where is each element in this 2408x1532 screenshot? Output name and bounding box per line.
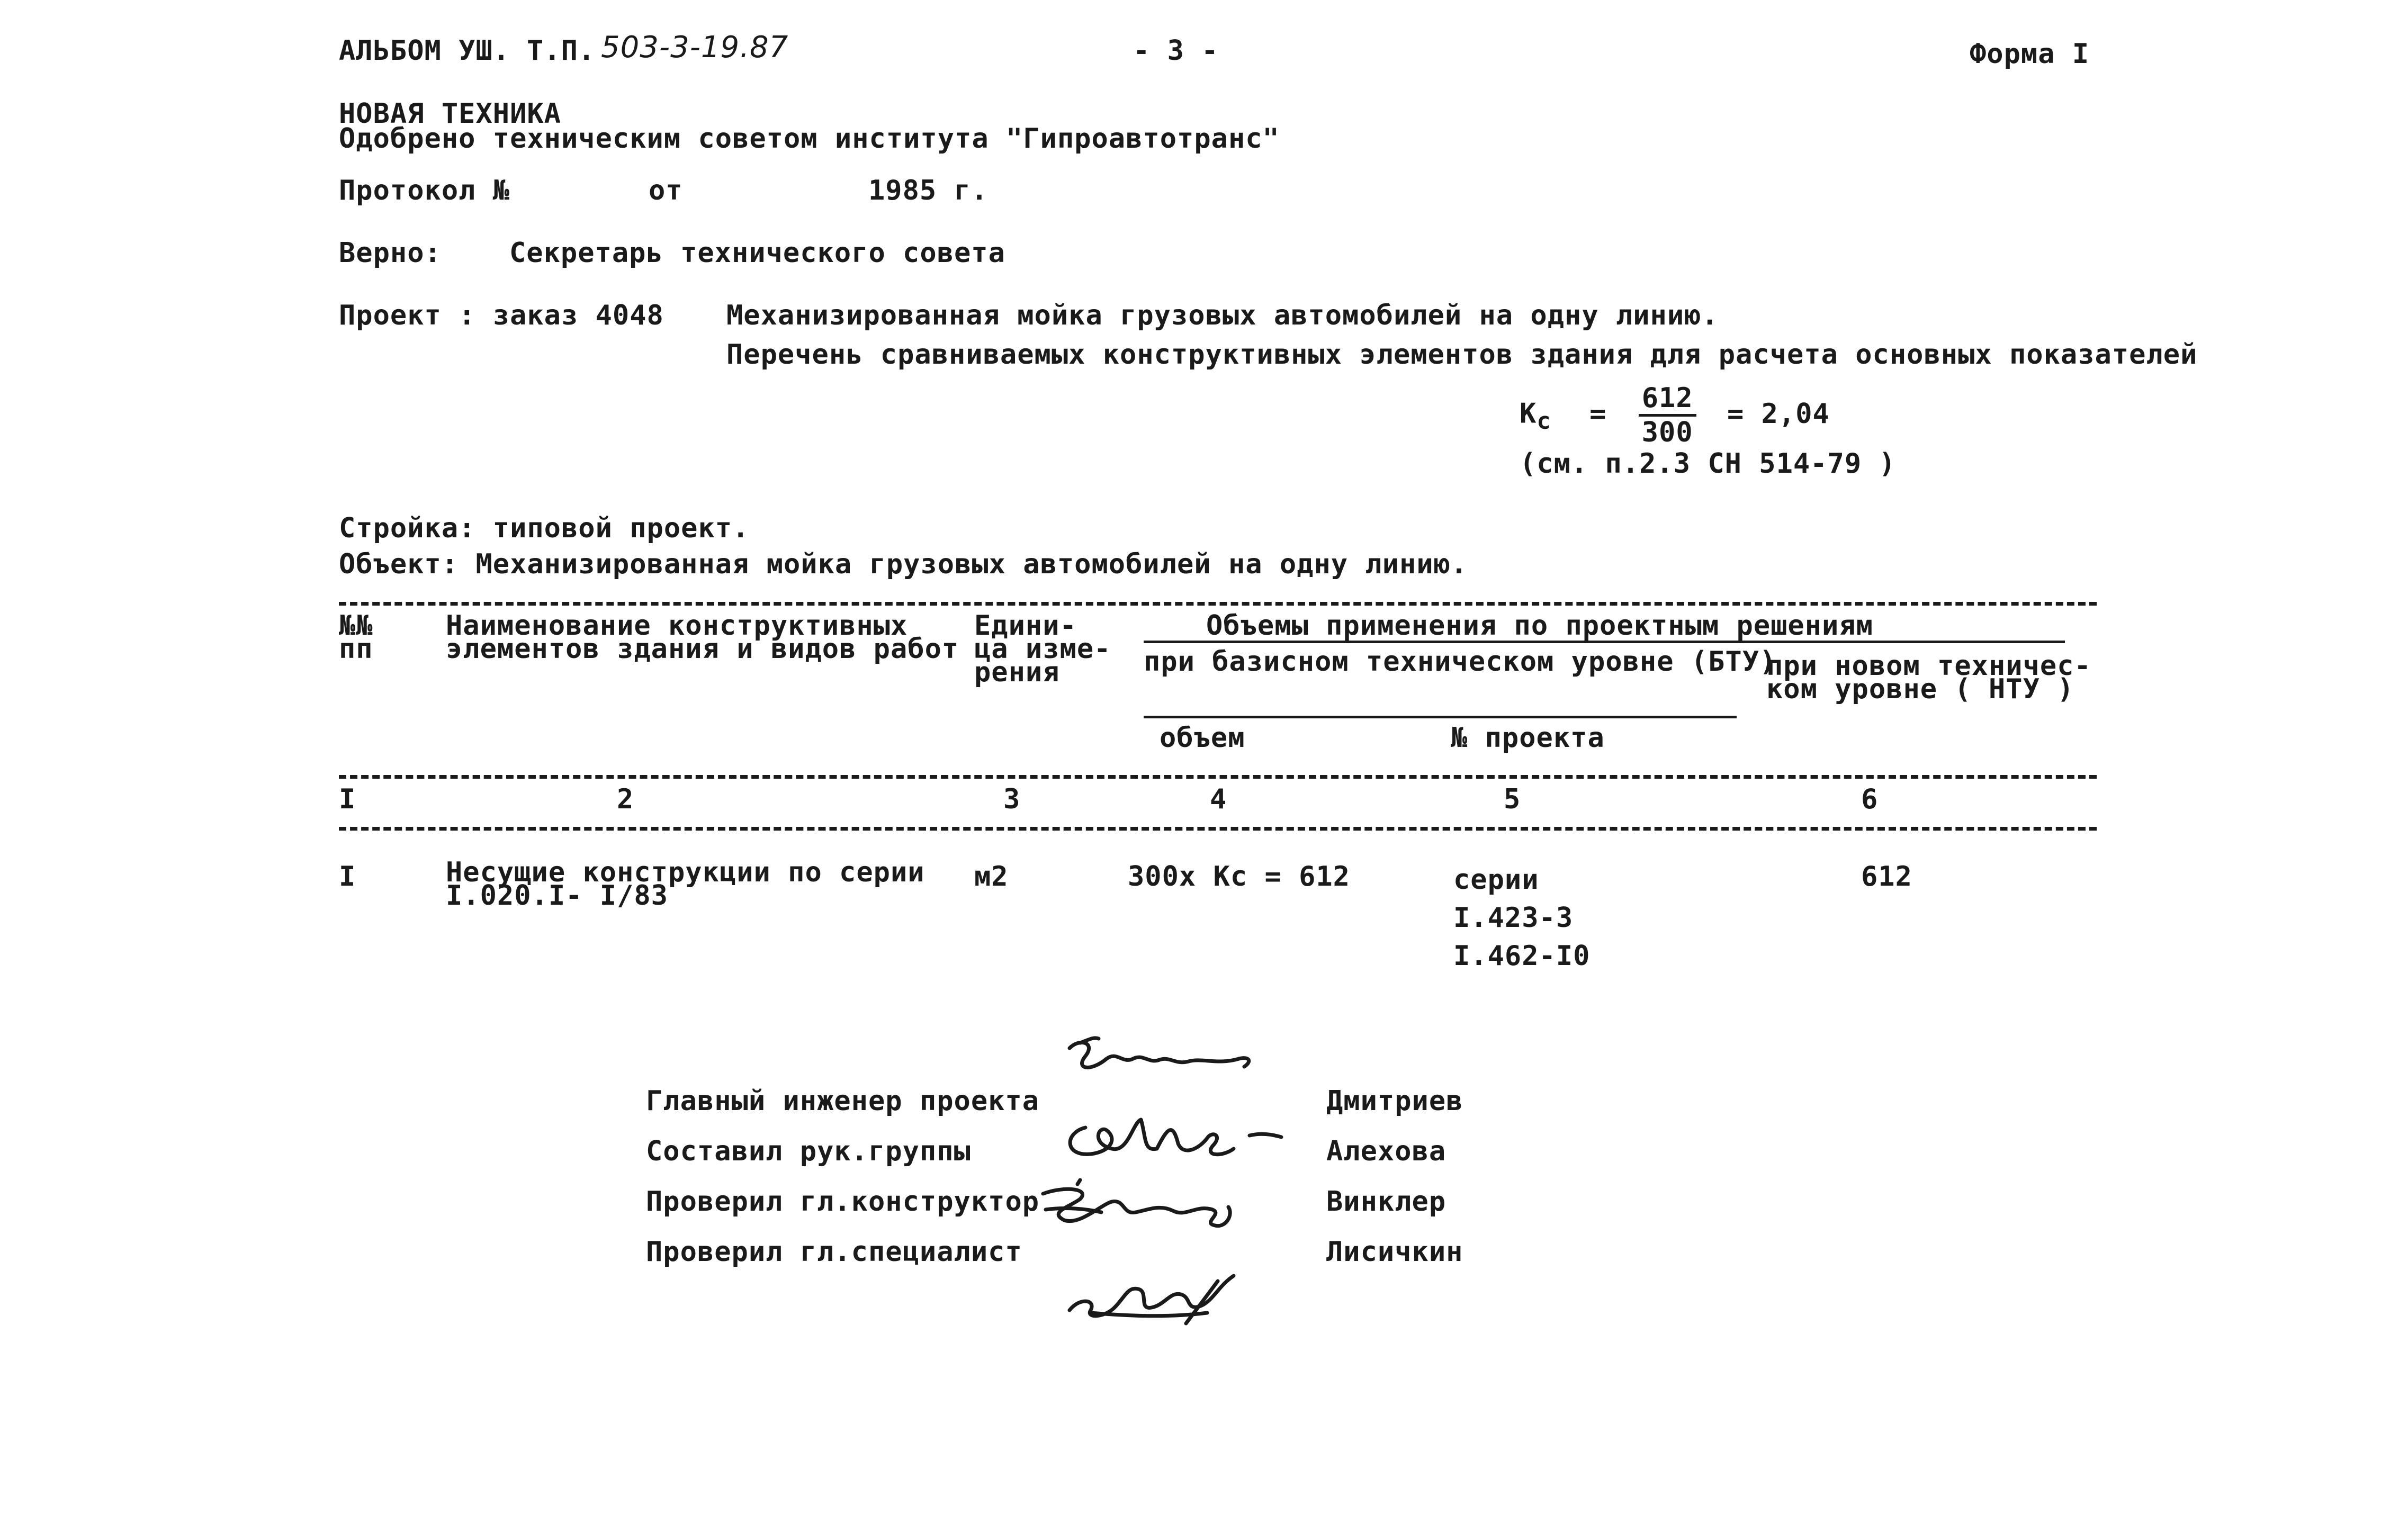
form-label: Форма I xyxy=(1970,38,2090,70)
volumes-underline xyxy=(1144,641,2065,643)
table-columns-rule xyxy=(339,827,2097,831)
header-name-line2: элементов здания и видов работ xyxy=(446,633,959,665)
header-ntu xyxy=(1766,650,2091,705)
protocol-label: Протокол № xyxy=(339,175,510,206)
project-label: Проект : заказ 4048 xyxy=(339,300,664,331)
object-text: Объект: Механизированная мойка грузовых автомобилей на одну линию. xyxy=(339,548,1468,580)
header-volume: объем xyxy=(1160,722,1245,754)
album-label: АЛЬБОМ УШ. xyxy=(339,35,510,67)
header-num xyxy=(339,610,373,665)
row-ntu: 612 xyxy=(1861,861,1912,893)
header-volumes: Объемы применения по проектным решениям xyxy=(1206,610,1873,642)
protocol-from: от xyxy=(649,175,683,206)
tp-number: 503-3-19.87 xyxy=(601,30,789,65)
page-number: - 3 - xyxy=(1133,35,1219,67)
signature-alekhova xyxy=(1054,1106,1297,1170)
row-project xyxy=(1453,861,1590,975)
header-ntu-line1: при новом техничес- xyxy=(1766,650,2091,682)
numerator: 612 xyxy=(1639,382,1696,417)
coefficient-formula xyxy=(1520,382,1830,448)
approval-text: Одобрено техническим советом института "Гипроавтотранс" xyxy=(339,123,1280,155)
signature-lisichkin xyxy=(1059,1260,1260,1334)
verno-text: Секретарь технического совета xyxy=(509,237,1005,269)
row-name-line1: Несущие конструкции по серии xyxy=(446,857,925,888)
header-unit-line1: Едини- xyxy=(974,610,1077,642)
name-vinkler: Винклер xyxy=(1326,1186,1446,1218)
row-num: I xyxy=(339,861,356,893)
tp-label: Т.П. xyxy=(527,35,596,67)
denominator: 300 xyxy=(1641,417,1693,448)
equals-sign: = xyxy=(1589,398,1607,430)
name-lisichkin: Лисичкин xyxy=(1326,1236,1463,1268)
table-top-rule xyxy=(339,602,2097,606)
name-dmitriev: Дмитриев xyxy=(1326,1085,1463,1117)
role-chief-engineer: Главный инженер проекта xyxy=(646,1085,1040,1117)
project-subtitle: Перечень сравниваемых конструктивных элементов здания для расчета основных показателей xyxy=(726,339,2198,371)
header-num-line1: №№ xyxy=(339,610,373,642)
row-name-line2: I.020.I- I/83 xyxy=(446,880,668,912)
col-num-6: 6 xyxy=(1861,783,1879,815)
header-name-line1: Наименование конструктивных xyxy=(446,610,908,642)
col-num-2: 2 xyxy=(617,783,634,815)
row-project-line3: I.462-I0 xyxy=(1453,940,1591,972)
btu-underline xyxy=(1144,716,1737,718)
new-technique-heading: НОВАЯ ТЕХНИКА xyxy=(339,98,561,130)
signature-dmitriev xyxy=(1059,1032,1260,1091)
protocol-year: 1985 г. xyxy=(868,175,989,206)
fraction xyxy=(1639,382,1696,448)
row-name xyxy=(446,857,925,912)
role-group-leader: Составил рук.группы xyxy=(646,1136,971,1167)
col-num-3: 3 xyxy=(1003,783,1021,815)
row-unit: м2 xyxy=(974,861,1009,893)
header-ntu-line2: ком уровне ( НТУ ) xyxy=(1766,673,2074,705)
k-subscript: с xyxy=(1537,407,1551,435)
header-unit-line3: рения xyxy=(974,656,1060,688)
k-letter: К xyxy=(1520,398,1537,430)
name-alekhova: Алехова xyxy=(1326,1136,1446,1167)
signature-vinkler xyxy=(1032,1173,1255,1236)
col-num-5: 5 xyxy=(1504,783,1521,815)
stroika-text: Стройка: типовой проект. xyxy=(339,512,750,544)
header-unit-line2: ца изме- xyxy=(974,633,1111,665)
role-chief-specialist: Проверил гл.специалист xyxy=(646,1236,1022,1268)
col-num-1: I xyxy=(339,783,356,815)
row-volume: 300х Кс = 612 xyxy=(1128,861,1350,893)
header-btu: при базисном техническом уровне (БТУ) xyxy=(1144,646,1777,678)
table-header-rule xyxy=(339,775,2097,779)
row-project-line1: серии xyxy=(1453,864,1539,896)
row-project-line2: I.423-3 xyxy=(1453,902,1574,934)
norm-reference: (см. п.2.3 СН 514-79 ) xyxy=(1520,448,1896,480)
header-unit xyxy=(974,610,1111,688)
col-num-4: 4 xyxy=(1210,783,1227,815)
header-project-no: № проекта xyxy=(1451,722,1605,754)
header-name xyxy=(446,610,959,665)
project-title: Механизированная мойка грузовых автомобилей на одну линию. xyxy=(726,300,1719,331)
role-chief-designer: Проверил гл.конструктор xyxy=(646,1186,1040,1218)
verno-label: Верно: xyxy=(339,237,442,269)
result: = 2,04 xyxy=(1727,398,1830,430)
header-num-line2: пп xyxy=(339,633,373,665)
